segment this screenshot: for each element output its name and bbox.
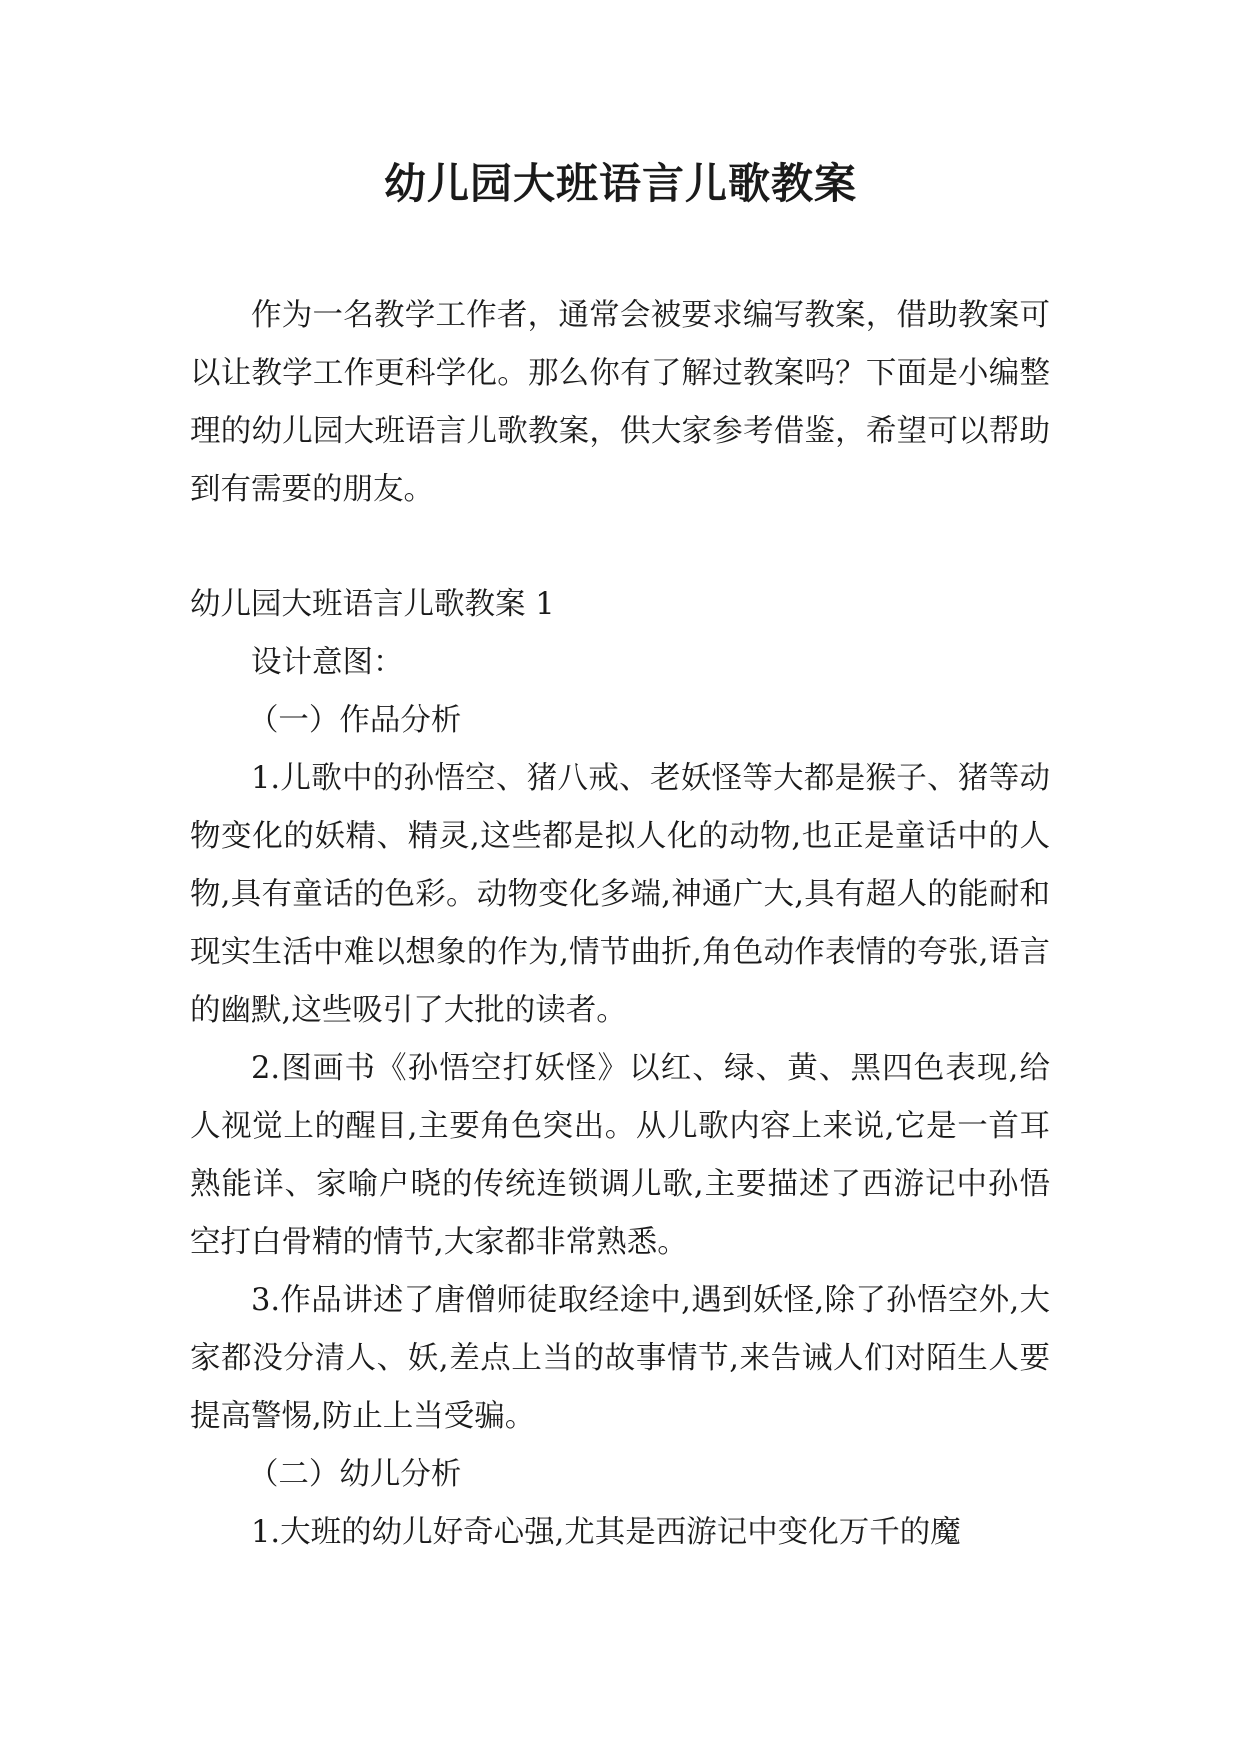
- section-heading: 幼儿园大班语言儿歌教案 1: [190, 587, 555, 622]
- paragraph-1: 1.儿歌中的孙悟空、猪八戒、老妖怪等大都是猴子、猪等动物变化的妖精、精灵,这些都是拟人化的动物,也正是童话中的人物,具有童话的色彩。动物变化多端,神通广大,具有超人的能耐和现实生活中难以想象的作为,情节曲折,角色动作表情的夸张,语言的幽默,这些吸引了大批的读者。: [190, 761, 1050, 1028]
- paragraph-2: 2.图画书《孙悟空打妖怪》以红、绿、黄、黑四色表现,给人视觉上的醒目,主要角色突出。从儿歌内容上来说,它是一首耳熟能详、家喻户晓的传统连锁调儿歌,主要描述了西游记中孙悟空打白骨精的情节,大家都非常熟悉。: [190, 1051, 1050, 1260]
- subsection-heading-child-analysis: （二）幼儿分析: [247, 1457, 462, 1492]
- document-body: [190, 287, 1050, 1562]
- paragraph-4: 1.大班的幼儿好奇心强,尤其是西游记中变化万千的魔: [251, 1515, 961, 1550]
- paragraph-3: 3.作品讲述了唐僧师徒取经途中,遇到妖怪,除了孙悟空外,大家都没分清人、妖,差点上当的故事情节,来告诫人们对陌生人要提高警惕,防止上当受骗。: [190, 1283, 1050, 1434]
- intro-paragraph: 作为一名教学工作者，通常会被要求编写教案，借助教案可以让教学工作更科学化。那么你有了解过教案吗？下面是小编整理的幼儿园大班语言儿歌教案，供大家参考借鉴，希望可以帮助到有需要的朋友。: [190, 298, 1050, 507]
- document-title: 幼儿园大班语言儿歌教案: [383, 159, 857, 208]
- subsection-heading-work-analysis: （一）作品分析: [247, 703, 462, 738]
- design-intent-label: 设计意图：: [251, 645, 404, 680]
